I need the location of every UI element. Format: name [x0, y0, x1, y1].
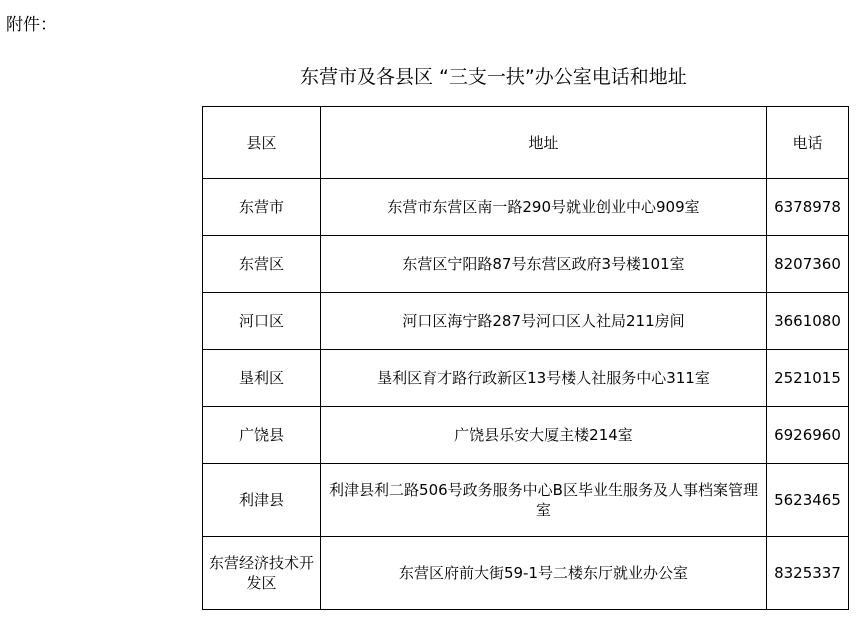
header-county: 县区 — [203, 107, 321, 179]
phone-cell: 8325337 — [767, 537, 849, 610]
table-row — [203, 350, 849, 407]
county-cell: 垦利区 — [203, 350, 321, 407]
table-header-row — [203, 107, 849, 179]
county-cell: 东营经济技术开发区 — [203, 537, 321, 610]
phone-cell: 6378978 — [767, 179, 849, 236]
address-cell: 垦利区育才路行政新区13号楼人社服务中心311室 — [321, 350, 767, 407]
phone-cell: 8207360 — [767, 236, 849, 293]
address-cell: 东营市东营区南一路290号就业创业中心909室 — [321, 179, 767, 236]
address-cell: 东营区府前大街59-1号二楼东厅就业办公室 — [321, 537, 767, 610]
header-address: 地址 — [321, 107, 767, 179]
header-phone: 电话 — [767, 107, 849, 179]
county-cell: 东营市 — [203, 179, 321, 236]
document-title: 东营市及各县区 “三支一扶”办公室电话和地址 — [300, 66, 687, 88]
attachment-label: 附件： — [6, 15, 57, 35]
address-cell: 河口区海宁路287号河口区人社局211房间 — [321, 293, 767, 350]
county-cell: 河口区 — [203, 293, 321, 350]
table-row — [203, 537, 849, 610]
contacts-table — [202, 106, 849, 610]
table-row — [203, 179, 849, 236]
address-cell: 广饶县乐安大厦主楼214室 — [321, 407, 767, 464]
phone-cell: 6926960 — [767, 407, 849, 464]
county-cell: 东营区 — [203, 236, 321, 293]
phone-cell: 5623465 — [767, 464, 849, 537]
address-cell: 东营区宁阳路87号东营区政府3号楼101室 — [321, 236, 767, 293]
phone-cell: 2521015 — [767, 350, 849, 407]
county-cell: 广饶县 — [203, 407, 321, 464]
phone-cell: 3661080 — [767, 293, 849, 350]
table-row — [203, 293, 849, 350]
table-row — [203, 407, 849, 464]
address-cell: 利津县利二路506号政务服务中心B区毕业生服务及人事档案管理室 — [321, 464, 767, 537]
county-cell: 利津县 — [203, 464, 321, 537]
table-row — [203, 464, 849, 537]
table-row — [203, 236, 849, 293]
